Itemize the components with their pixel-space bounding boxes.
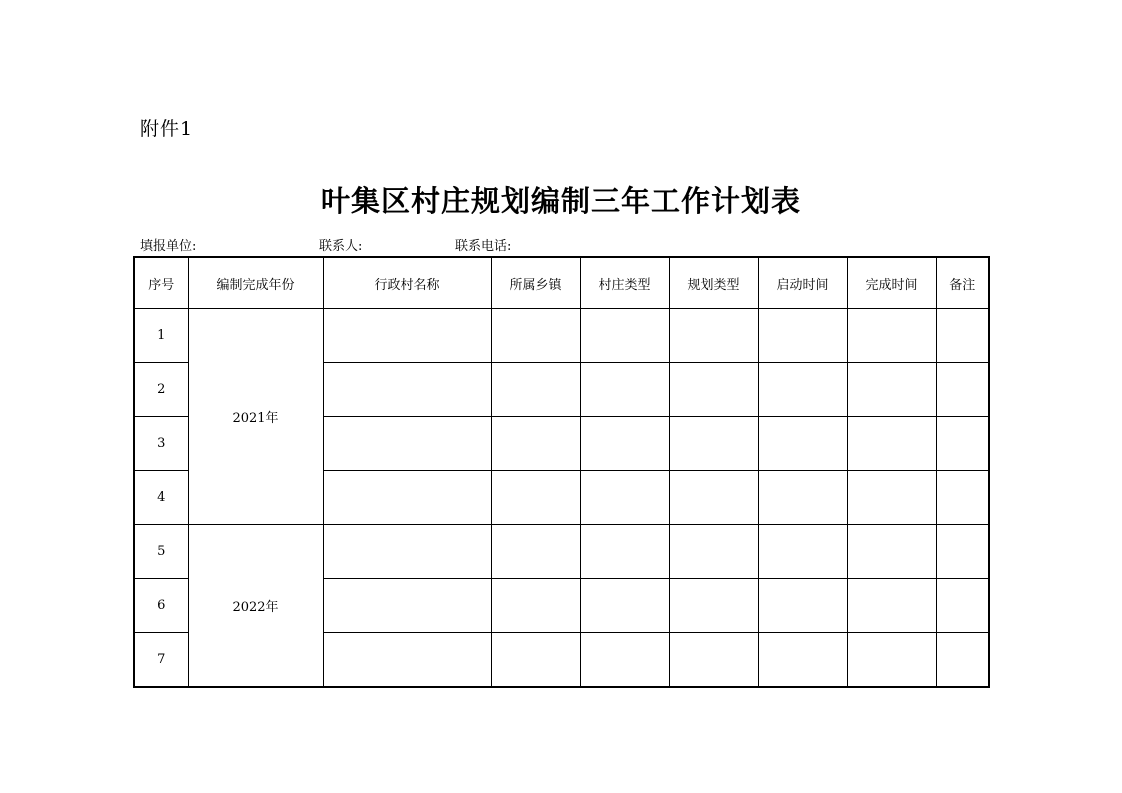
header-completion-year: 编制完成年份	[188, 257, 323, 309]
cell-township	[491, 363, 580, 417]
cell-village-name	[323, 525, 491, 579]
header-village-type: 村庄类型	[580, 257, 669, 309]
cell-village-type	[580, 579, 669, 633]
cell-township	[491, 525, 580, 579]
cell-finish-time	[847, 417, 936, 471]
cell-township	[491, 633, 580, 688]
cell-finish-time	[847, 579, 936, 633]
cell-village-name	[323, 633, 491, 688]
cell-township	[491, 579, 580, 633]
cell-finish-time	[847, 633, 936, 688]
cell-plan-type	[669, 471, 758, 525]
cell-village-type	[580, 363, 669, 417]
cell-remarks	[936, 471, 989, 525]
header-start-time: 启动时间	[758, 257, 847, 309]
cell-village-type	[580, 309, 669, 363]
cell-village-type	[580, 633, 669, 688]
cell-remarks	[936, 525, 989, 579]
cell-plan-type	[669, 363, 758, 417]
attachment-label: 附件1	[140, 118, 194, 140]
cell-plan-type	[669, 525, 758, 579]
cell-plan-type	[669, 309, 758, 363]
year-cell-2022: 2022年	[188, 525, 323, 688]
cell-village-type	[580, 525, 669, 579]
cell-township	[491, 309, 580, 363]
header-township: 所属乡镇	[491, 257, 580, 309]
row-seq: 7	[134, 633, 188, 688]
cell-plan-type	[669, 579, 758, 633]
row-seq: 3	[134, 417, 188, 471]
filing-unit-label: 填报单位:	[140, 239, 197, 254]
cell-start-time	[758, 579, 847, 633]
row-seq: 1	[134, 309, 188, 363]
table-header-row	[134, 257, 989, 309]
cell-village-name	[323, 309, 491, 363]
cell-plan-type	[669, 633, 758, 688]
cell-remarks	[936, 579, 989, 633]
plan-table	[133, 256, 990, 688]
cell-finish-time	[847, 525, 936, 579]
cell-finish-time	[847, 471, 936, 525]
header-seq: 序号	[134, 257, 188, 309]
cell-finish-time	[847, 363, 936, 417]
header-remarks: 备注	[936, 257, 989, 309]
cell-remarks	[936, 363, 989, 417]
year-cell-2021: 2021年	[188, 309, 323, 525]
cell-village-name	[323, 471, 491, 525]
row-seq: 2	[134, 363, 188, 417]
table-row	[134, 309, 989, 363]
header-finish-time: 完成时间	[847, 257, 936, 309]
cell-start-time	[758, 417, 847, 471]
document-title: 叶集区村庄规划编制三年工作计划表	[320, 184, 801, 218]
row-seq: 6	[134, 579, 188, 633]
header-plan-type: 规划类型	[669, 257, 758, 309]
row-seq: 4	[134, 471, 188, 525]
contact-person-label: 联系人:	[319, 239, 363, 254]
cell-village-name	[323, 363, 491, 417]
cell-township	[491, 417, 580, 471]
cell-start-time	[758, 525, 847, 579]
cell-finish-time	[847, 309, 936, 363]
row-seq: 5	[134, 525, 188, 579]
cell-start-time	[758, 471, 847, 525]
cell-start-time	[758, 363, 847, 417]
header-village-name: 行政村名称	[323, 257, 491, 309]
cell-start-time	[758, 309, 847, 363]
cell-remarks	[936, 309, 989, 363]
cell-township	[491, 471, 580, 525]
cell-village-name	[323, 579, 491, 633]
contact-phone-label: 联系电话:	[455, 239, 512, 254]
cell-plan-type	[669, 417, 758, 471]
table-row	[134, 525, 989, 579]
cell-village-type	[580, 471, 669, 525]
cell-village-name	[323, 417, 491, 471]
cell-remarks	[936, 417, 989, 471]
cell-start-time	[758, 633, 847, 688]
cell-village-type	[580, 417, 669, 471]
cell-remarks	[936, 633, 989, 688]
